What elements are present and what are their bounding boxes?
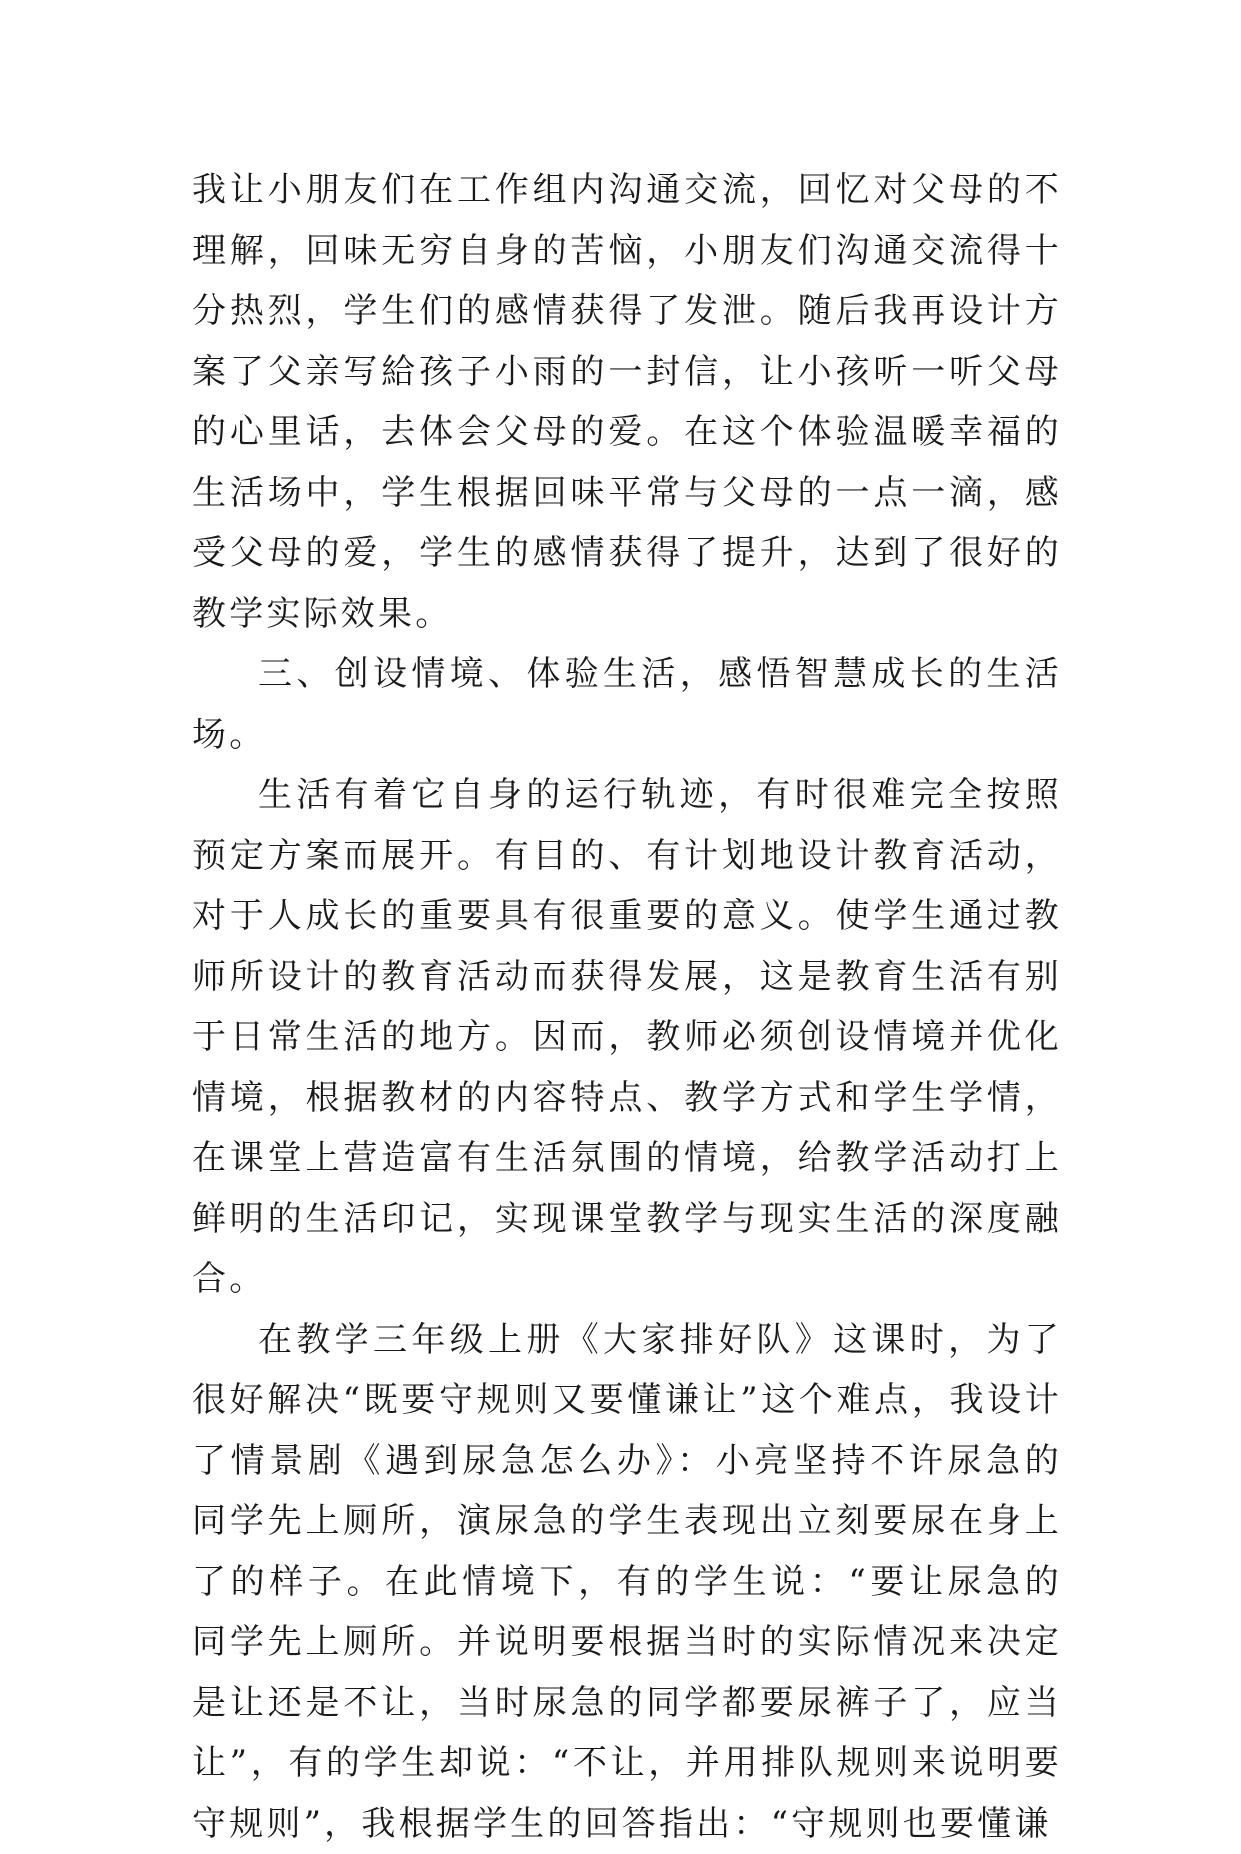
- section-heading: 三、创设情境、体验生活，感悟智慧成长的生活场。: [192, 644, 1062, 765]
- document-body: [192, 160, 1062, 1854]
- paragraph: 生活有着它自身的运行轨迹，有时很难完全按照预定方案而展开。有目的、有计划地设计教育活动，对于人成长的重要具有很重要的意义。使学生通过教师所设计的教育活动而获得发展，这是教育生活有别于日常生活的地方。因而，教师必须创设情境并优化情境，根据教材的内容特点、教学方式和学生学情，在课堂上营造富有生活氛围的情境，给教学活动打上鲜明的生活印记，实现课堂教学与现实生活的深度融合。: [192, 765, 1062, 1310]
- paragraph: 在教学三年级上册《大家排好队》这课时，为了很好解决“既要守规则又要懂谦让”这个难点，我设计了情景剧《遇到尿急怎么办》：小亮坚持不许尿急的同学先上厕所，演尿急的学生表现出立刻要尿在身上了的样子。在此情境下，有的学生说：“要让尿急的同学先上厕所。并说明要根据当时的实际情况来决定是让还是不让，当时尿急的同学都要尿裤子了，应当让”，有的学生却说：“不让，并用排队规则来说明要守规则”，我根据学生的回答指出：“守规则也要懂谦: [192, 1310, 1062, 1854]
- paragraph: 我让小朋友们在工作组内沟通交流，回忆对父母的不理解，回味无穷自身的苦恼，小朋友们沟通交流得十分热烈，学生们的感情获得了发泄。随后我再设计方案了父亲写給孩子小雨的一封信，让小孩听一听父母的心里话，去体会父母的爱。在这个体验温暖幸福的生活场中，学生根据回味平常与父母的一点一滴，感受父母的爱，学生的感情获得了提升，达到了很好的教学实际效果。: [192, 160, 1062, 644]
